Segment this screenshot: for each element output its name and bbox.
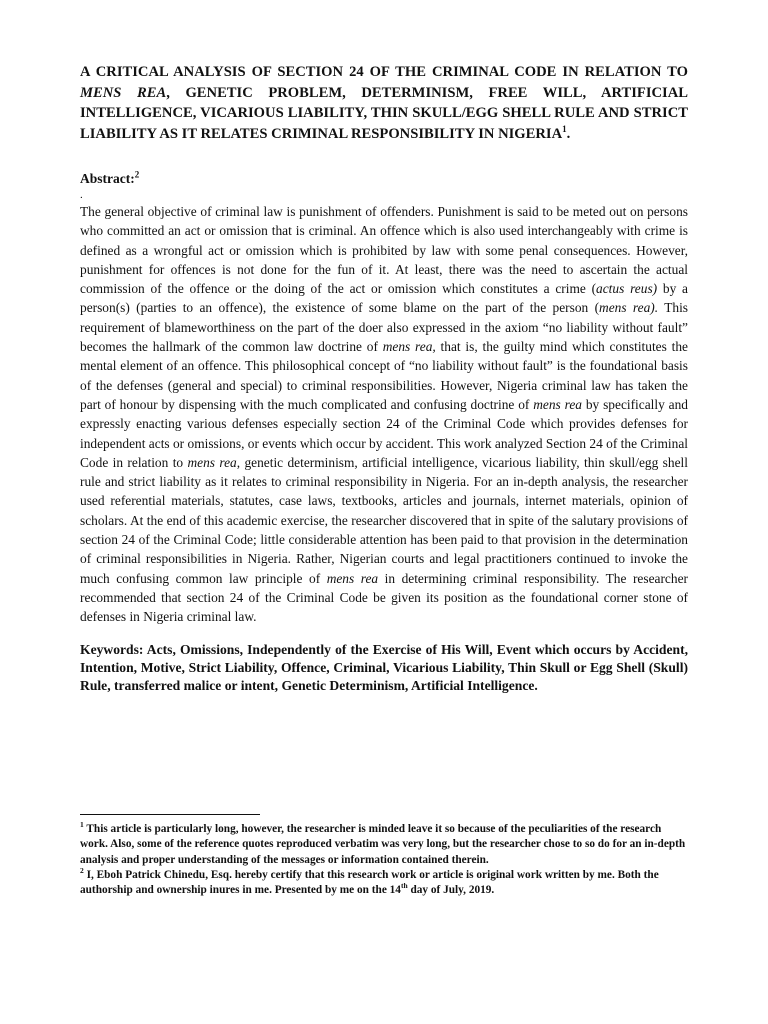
abstract-heading-colon: : xyxy=(130,171,135,186)
footnote-2 xyxy=(80,868,688,899)
abstract-text-6: , genetic determinism, artificial intelligence, vicarious liability, thin skull/egg shell rule and strict liability as it relates to criminal responsibility in Nigeria. For an in-depth analysis, the researcher used referential materials, statutes, case laws, textbooks, articles and journals, internet materials, opinion of scholars. At the end of this academic exercise, the researcher discovered that in spite of the salutary provisions of section 24 of the Criminal Code; little considerable attention has been paid to that provision in the determination of criminal responsibilities in Nigeria. Rather, Nigerian courts and legal practitioners continued to invoke the much confusing common law principle of xyxy=(80,454,688,586)
abstract-italic-5: mens rea xyxy=(187,454,237,470)
footnote-1 xyxy=(80,822,688,868)
title-text-continued: , GENETIC PROBLEM, DETERMINISM, FREE WILL, ARTIFICIAL INTELLIGENCE, VICARIOUS LIABILITY, THIN SKULL/EGG SHELL RULE AND STRICT LIABILITY AS IT RELATES CRIMINAL RESPONSIBILITY IN NIGERIA xyxy=(80,84,689,142)
paper-title xyxy=(80,62,688,144)
title-text: A CRITICAL ANALYSIS OF SECTION 24 OF THE CRIMINAL CODE IN RELATION TO xyxy=(80,64,688,80)
stray-dot: . xyxy=(80,189,83,201)
title-footnote-ref[interactable]: 1 xyxy=(562,123,567,134)
abstract-italic-3: mens rea, xyxy=(382,339,436,355)
abstract-text-1: The general objective of criminal law is punishment of offenders. Punishment is said to be meted out on persons who committed an act or omission that is criminal. An offence which is also used interchangeably with crime is defined as a wrongful act or omission which is prohibited by law with some penal consequences. However, punishment for offences is not done for the fun of it. At least, there was the need to ascertain the actual commission of the offence or the doing of the act or omission which constitutes a crime ( xyxy=(80,204,688,297)
keywords: Keywords: Acts, Omissions, Independently of the Exercise of His Will, Event which occurs by Accident, Intention, Motive, Strict Liability, Offence, Criminal, Vicarious Liability, Thin Skull or Egg Shell (Skull) Rule, transferred malice or intent, Genetic Determinism, Artificial Intelligence. xyxy=(80,641,688,694)
abstract-text-4: that is, the guilty mind which constitutes the mental element of an offence. This philosophical concept of “no liability without fault” is the foundational basis of the defenses (general and special) to criminal responsibilities. However, Nigeria criminal law has taken the part of honour by dispensing with the much complicated and confusing doctrine of xyxy=(80,339,688,412)
abstract-heading xyxy=(80,170,688,188)
abstract-text-2: by a person(s) (parties to an offence), the existence of some blame on the part of the person ( xyxy=(80,281,688,316)
abstract-text-5: by specifically and expressly enacting various defenses especially section 24 of the Criminal Code which provides defenses for independent acts or omissions, or events which occur by accident. This work analyzed Section 24 of the Criminal Code in relation to xyxy=(80,396,688,470)
footnote-2-ordinal: th xyxy=(400,881,408,891)
abstract-heading-text: Abstract xyxy=(80,171,131,186)
footnote-1-text: This article is particularly long, however, the researcher is minded leave it so because of the peculiarities of the research work. Also, some of the reference quotes reproduced verbatim was very long, but the researcher chose to so do for an in-depth analysis and proper understanding of the messages or information contained therein. xyxy=(80,823,686,866)
abstract-italic-4: mens rea xyxy=(533,396,582,412)
abstract-italic-1: actus reus) xyxy=(596,281,658,297)
abstract-italic-2: mens rea). xyxy=(599,300,659,316)
abstract-footnote-ref[interactable]: 2 xyxy=(134,169,140,180)
abstract-text-3: This requirement of blameworthiness on the part of the doer also expressed in the axiom “no liability without fault” becomes the hallmark of the common law doctrine of xyxy=(80,300,689,355)
title-end: . xyxy=(566,125,571,142)
footnotes xyxy=(80,822,688,898)
abstract-italic-6: mens rea xyxy=(326,570,379,586)
footnote-2-text-end: day of July, 2019. xyxy=(407,884,495,897)
footnote-1-mark: 1 xyxy=(80,820,84,830)
title-italic-term: MENS REA xyxy=(80,84,167,101)
abstract-text-7: in determining criminal responsibility. The researcher recommended that section 24 of the Criminal Code be given its position as the foundational corner stone of defenses in Nigeria criminal law. xyxy=(80,570,688,625)
footnote-2-mark: 2 xyxy=(80,866,84,876)
abstract-body xyxy=(80,202,688,627)
footnote-2-text: I, Eboh Patrick Chinedu, Esq. hereby certify that this research work or article is original work written by me. Both the authorship and ownership inures in me. Presented by me on the 14 xyxy=(80,868,659,897)
footnote-divider xyxy=(80,814,260,815)
